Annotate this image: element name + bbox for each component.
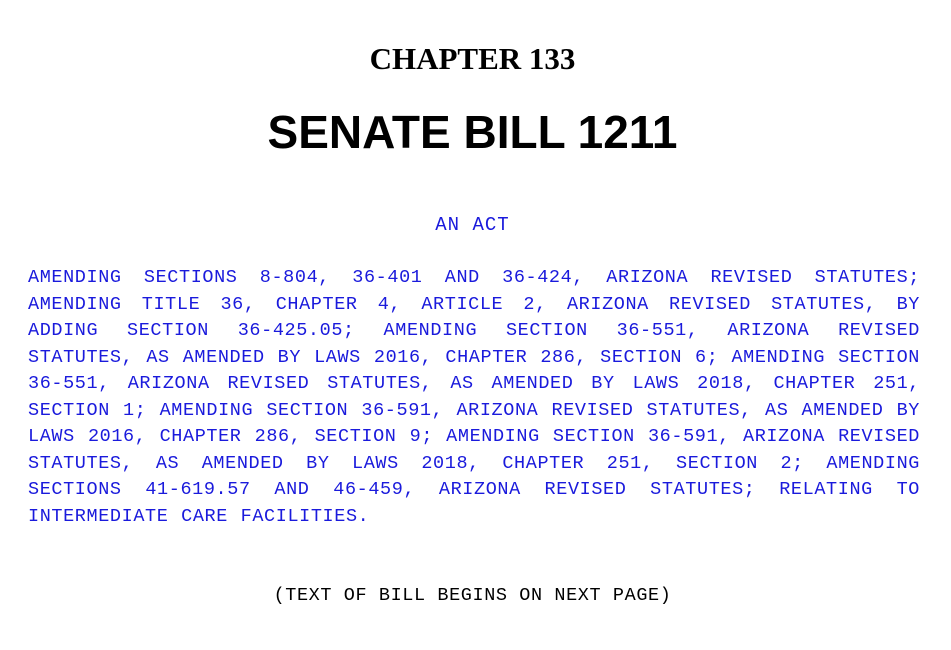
act-heading: AN ACT: [435, 214, 510, 236]
next-page-note: (TEXT OF BILL BEGINS ON NEXT PAGE): [273, 585, 672, 606]
bill-title: SENATE BILL 1211: [267, 106, 678, 158]
act-description: AMENDING SECTIONS 8-804, 36-401 AND 36-424, ARIZONA REVISED STATUTES; AMENDING TITLE 36, CHAPTER 4, ARTICLE 2, ARIZONA REVISED STATUTES, BY ADDING SECTION 36-425.05; AMENDING SECTION 36-551, ARIZONA REVISED STATUTES, AS AMENDED BY LAWS 2016, CHAPTER 286, SECTION 6; AMENDING SECTION 36-551, ARIZONA REVISED STATUTES, AS AMENDED BY LAWS 2018, CHAPTER 251, SECTION 1; AMENDING SECTION 36-591, ARIZONA REVISED STATUTES, AS AMENDED BY LAWS 2016, CHAPTER 286, SECTION 9; AMENDING SECTION 36-591, ARIZONA REVISED STATUTES, AS AMENDED BY LAWS 2018, CHAPTER 251, SECTION 2; AMENDING SECTIONS 41-619.57 AND 46-459, ARIZONA REVISED STATUTES; RELATING TO INTERMEDIATE CARE FACILITIES.: [28, 267, 920, 527]
chapter-heading: CHAPTER 133: [369, 41, 576, 76]
